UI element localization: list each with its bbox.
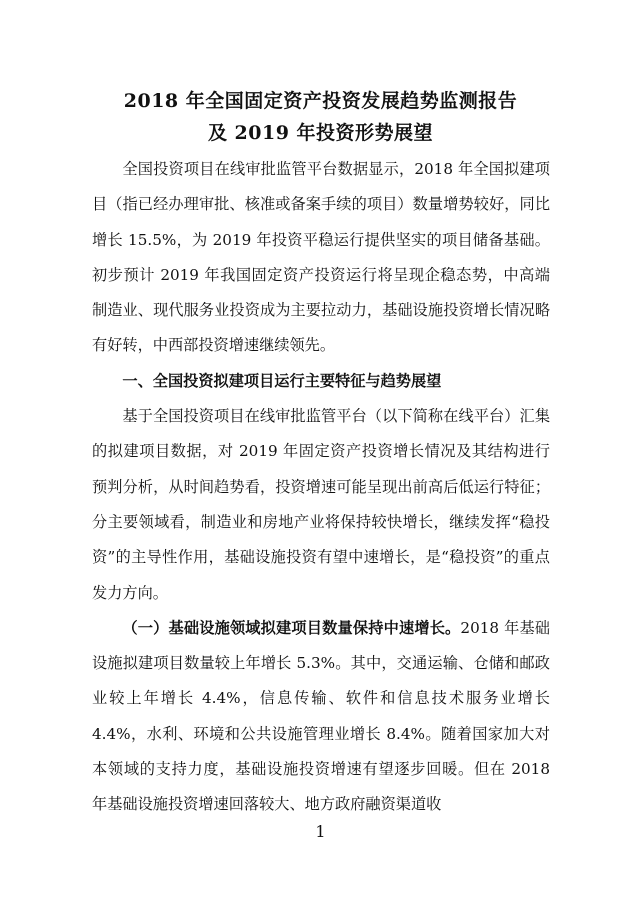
document-body <box>92 152 550 823</box>
intro-paragraph: 全国投资项目在线审批监管平台数据显示，2018 年全国拟建项目（指已经办理审批、核准或备案手续的项目）数量增势较好，同比增长 15.5%，为 2019 年投资平稳运行提供坚实的项目储备基础。初步预计 2019 年我国固定资产投资运行将呈现企稳态势，中高端制造业、现代服务业投资成为主要拉动力，基础设施投资增长情况略有好转，中西部投资增速继续领先。 <box>92 160 550 355</box>
section-1-paragraph: 基于全国投资项目在线审批监管平台（以下简称在线平台）汇集的拟建项目数据，对 2019 年固定资产投资增长情况及其结构进行预判分析，从时间趋势看，投资增速可能呈现出前高后低运行特征；分主要领域看，制造业和房地产业将保持较快增长，继续发挥“稳投资”的主导性作用，基础设施投资有望中速增长，是“稳投资”的重点发力方向。 <box>92 407 550 602</box>
subsection-1-heading: （一）基础设施领域拟建项目数量保持中速增长。 <box>122 618 461 637</box>
page-number: 1 <box>315 822 326 841</box>
report-title-line-2: 及 2019 年投资形势展望 <box>207 122 434 144</box>
section-1-heading: 一、全国投资拟建项目运行主要特征与趋势展望 <box>122 371 442 390</box>
subsection-1-body: 2018 年基础设施拟建项目数量较上年增长 5.3%。其中，交通运输、仓储和邮政业较上年增长 4.4%，信息传输、软件和信息技术服务业增长 4.4%，水利、环境和公共设施管理业增长 8.4%。随着国家加大对本领域的支持力度，基础设施投资增速有望逐步回暖。但在 2018 年基础设施投资增速回落较大、地方政府融资渠道收 <box>92 618 550 814</box>
report-title-line-1: 2018 年全国固定资产投资发展趋势监测报告 <box>123 90 518 112</box>
subsection-1-paragraph <box>92 611 550 823</box>
